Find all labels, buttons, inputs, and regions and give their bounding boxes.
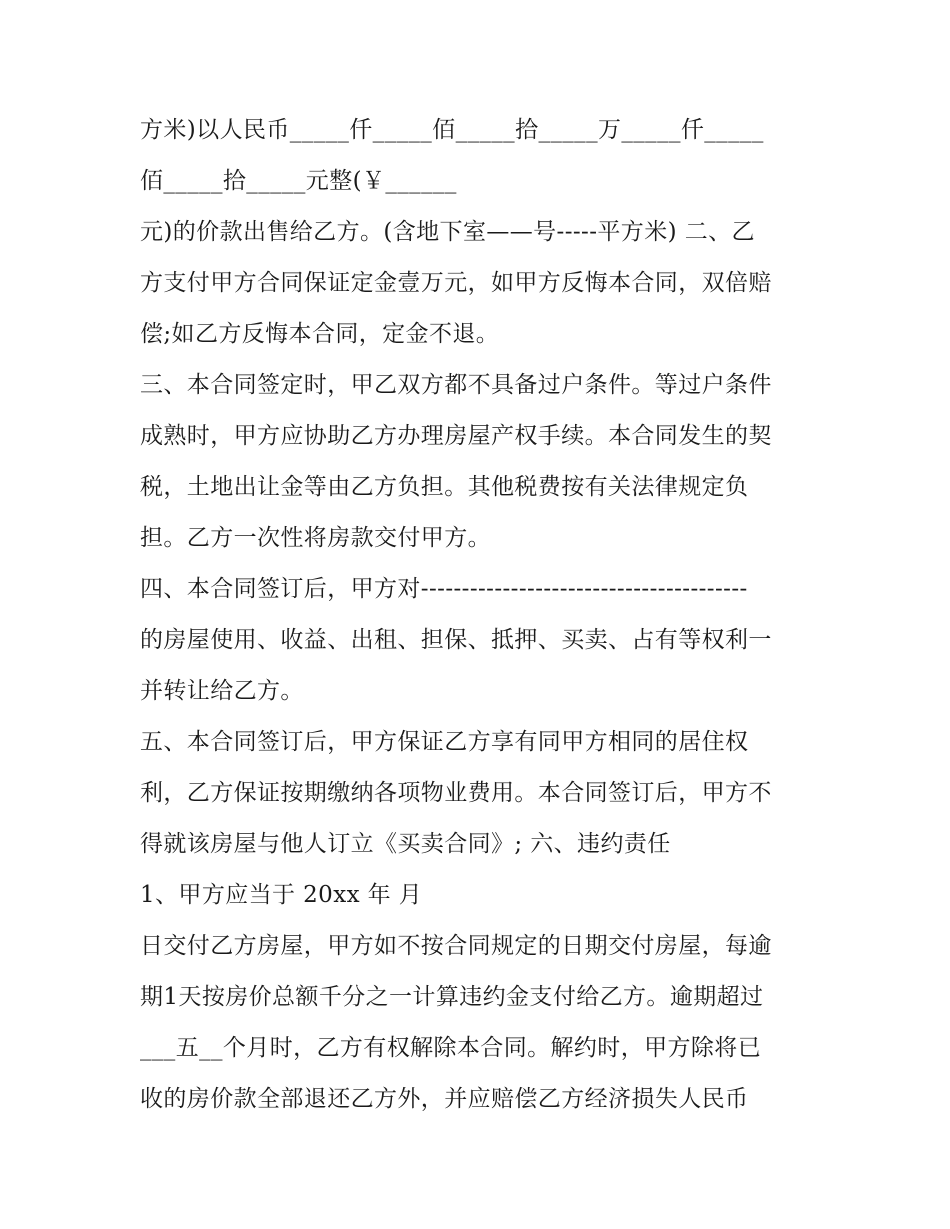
text-line: 佰_____拾_____元整(￥______	[140, 168, 457, 194]
text-line: 五、本合同签订后，甲方保证乙方享有同甲方相同的居住权	[140, 729, 749, 755]
text-line: 并转让给乙方。	[140, 678, 304, 704]
text-line: 偿;如乙方反悔本合同，定金不退。	[140, 321, 500, 347]
text-line: 方支付甲方合同保证定金壹万元，如甲方反悔本合同，双倍赔	[140, 270, 772, 296]
text-line: 四、本合同签订后，甲方对----------------------------------------	[140, 576, 748, 602]
text-line: 的房屋使用、收益、出租、担保、抵押、买卖、占有等权利一	[140, 627, 772, 653]
text-line: 利，乙方保证按期缴纳各项物业费用。本合同签订后，甲方不	[140, 780, 772, 806]
text-line: 日交付乙方房屋，甲方如不按合同规定的日期交付房屋，每逾	[140, 933, 772, 959]
text-line: 收的房价款全部退还乙方外，并应赔偿乙方经济损失人民币	[140, 1086, 749, 1112]
text-line: 担。乙方一次性将房款交付甲方。	[140, 525, 491, 551]
text-line: 税，土地出让金等由乙方负担。其他税费按有关法律规定负	[140, 474, 749, 500]
text-line: 三、本合同签定时，甲乙双方都不具备过户条件。等过户条件	[140, 372, 772, 398]
text-line: 成熟时，甲方应协助乙方办理房屋产权手续。本合同发生的契	[140, 423, 772, 449]
text-line: 1、甲方应当于 20xx 年 月	[140, 882, 423, 908]
text-line: 得就该房屋与他人订立《买卖合同》; 六、违约责任	[140, 831, 671, 857]
text-line: 元)的价款出售给乙方。(含地下室——号-----平方米) 二、乙	[140, 219, 755, 245]
text-line: ___五__个月时，乙方有权解除本合同。解约时，甲方除将已	[140, 1035, 762, 1061]
text-line: 方米)以人民币_____仟_____佰_____拾_____万_____仟_____	[140, 117, 764, 143]
text-line: 期1天按房价总额千分之一计算违约金支付给乙方。逾期超过	[140, 984, 764, 1010]
